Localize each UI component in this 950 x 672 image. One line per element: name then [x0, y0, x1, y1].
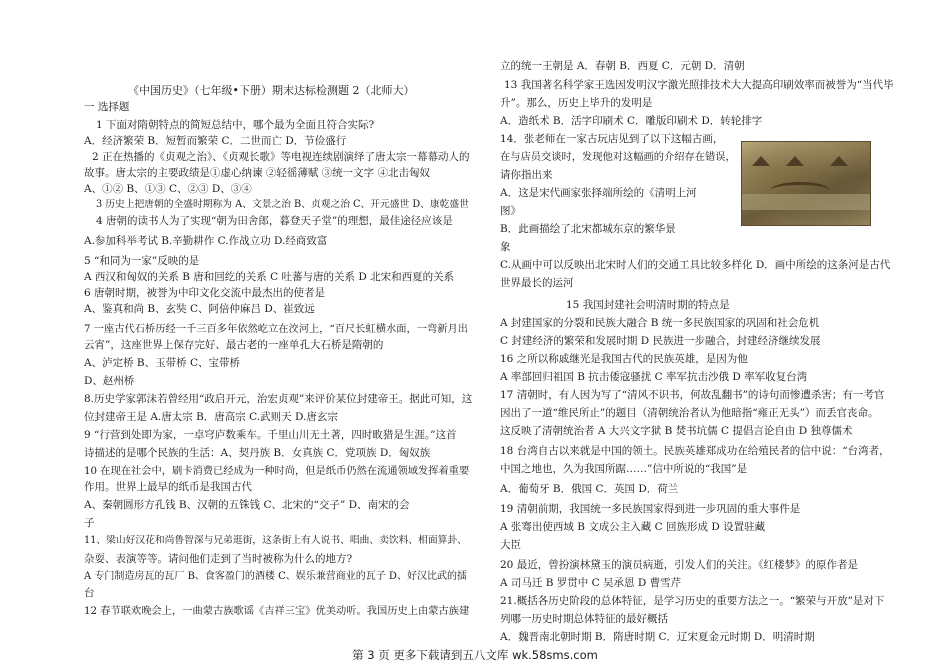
text-line: A．造纸术 B．活字印刷术 C．雕版印刷术 D．转轮排字	[500, 115, 763, 127]
text-line: 在与店员交谈时，发现他对这幅画的介绍存在错误，	[500, 151, 736, 163]
text-line: D、赵州桥	[84, 375, 135, 387]
text-line: A 张骞出使西域 B 文成公主入藏 C 回族形成 D 设置驻藏	[500, 521, 766, 533]
text-line: 升”。那么，历史上毕升的发明是	[500, 97, 653, 109]
text-line: 云宵”，这座世界上保存完好、最古老的一座单孔大石桥是隋朝的	[84, 339, 384, 351]
text-line: A、鉴真和尚 B、玄奘 C、阿倍仲麻吕 D、崔致远	[84, 303, 315, 315]
text-line: 2 正在热播的《贞观之治》、《贞观长歌》等电视连续剧演绎了唐太宗一幕幕动人的	[92, 151, 470, 163]
text-line: 13 我国著名科学家王选因发明汉字激光照排技术大大提高印刷效率而被誉为“当代毕	[504, 79, 894, 91]
text-line: 10 在现在社会中，刷卡消费已经成为一种时尚，但是纸币仍然在流通领域发挥着重要	[84, 465, 470, 477]
text-line: 4 唐朝的读书人为了实现“朝为田舍郎，暮登天子堂”的理想，最佳途径应该是	[96, 215, 453, 227]
bridge-shape	[770, 182, 830, 199]
text-line: 中国之地也，久为我国所踞……”信中所说的“我国”是	[500, 463, 748, 475]
roof-shape	[786, 156, 804, 166]
text-line: 这反映了清朝统治者 A 大兴文字狱 B 焚书坑儒 C 提倡言论自由 D 独尊儒术	[500, 425, 853, 437]
text-line: 象	[500, 241, 511, 253]
text-line: 8.历史学家郭沫若曾经用“政启开元，治宏贞观”来评价某位封建帝王。据此可知，这	[84, 393, 473, 405]
text-line: 世界最长的运河	[500, 277, 574, 289]
text-line: A、①② B、①③ C、②③ D、③④	[84, 183, 252, 195]
text-line: 7 一座古代石桥历经一千三百多年依然屹立在洨河上，“百尺长虹横水面，一弯新月出	[84, 323, 469, 335]
text-line: 大臣	[500, 539, 521, 551]
text-line: 作用。世界上最早的纸币是我国古代	[84, 481, 252, 493]
text-line: A．经济繁荣 B．短暂而繁荣 C．二世而亡 D．节俭盛行	[84, 135, 347, 147]
text-line: A、秦朝圆形方孔钱 B、汉朝的五铢钱 C、北宋的“交子” D、南宋的会	[84, 499, 410, 511]
text-line: A.参加科举考试 B.辛勤耕作 C.作战立功 D.经商致富	[84, 235, 328, 247]
text-line: 11、梁山好汉花和尚鲁智深与兄弟逛街，这条街上有人说书、唱曲、卖饮料、相面算卦、	[84, 535, 467, 546]
text-line: 位封建帝王是 A.唐太宗 B．唐高宗 C.武则天 D.唐玄宗	[84, 411, 338, 423]
text-line: 杂耍、表演等等。请问他们走到了当时被称为什么的地方?	[84, 553, 353, 565]
qingming-painting-image	[741, 141, 871, 226]
text-line: 1 下面对隋朝特点的简短总结中，哪个最为全面且符合实际?	[96, 119, 375, 131]
roof-shape	[830, 156, 848, 166]
text-line: 5 “和同为一家”反映的是	[84, 255, 200, 267]
text-line: 21.概括各历史阶段的总体特征，是学习历史的重要方法之一。“繁荣与开放”是对下	[500, 595, 885, 607]
text-line: 18 台湾自古以来就是中国的领土。民族英雄郑成功在给殖民者的信中说：“台湾者，	[500, 445, 890, 457]
text-line: A 西汉和匈奴的关系 B 唐和回纥的关系 C 吐蕃与唐的关系 D 北宋和西夏的关系	[84, 271, 455, 283]
text-line: 图》	[500, 205, 521, 217]
text-line: A 封建国家的分裂和民族大融合 B 统一多民族国家的巩固和社会危机	[500, 317, 820, 329]
text-line: 列哪一历史时期总体特征的最好概括	[500, 613, 668, 625]
text-line: 9 “行营到处即为家，一卓穹庐数乘车。千里山川无土著，四时畋猎是生涯。”这首	[84, 429, 457, 441]
text-line: 17 清朝时，有人因为写了“清风不识书，何故乱翻书”的诗句而惨遭杀害；有一考官	[500, 389, 885, 401]
text-line: 因出了一道“维民所止”的题目（清朝统治者认为他暗指“雍正无头”）而丢官丧命。	[500, 407, 879, 419]
text-line: 14．张老师在一家古玩店见到了以下这幅古画，	[500, 133, 724, 145]
text-line: 16 之所以称戚继光是我国古代的民族英雄，是因为他	[500, 353, 748, 365]
text-line: A 司马迁 B 罗贯中 C 吴承恩 D 曹雪芹	[500, 577, 682, 589]
text-line: 诗描述的是哪个民族的生活：A、契丹族 B．女真族 C．党项族 D．匈奴族	[84, 447, 431, 459]
text-line: 故事。唐太宗的主要政绩是①虚心纳谏 ②轻徭薄赋 ③统一文字 ④北击匈奴	[84, 167, 431, 179]
text-line: 15 我国封建社会明清时期的特点是	[566, 299, 730, 311]
text-line: A、泸定桥 B、玉带桥 C、宝带桥	[84, 357, 241, 369]
text-line: A．这是宋代画家张择端所绘的《清明上河	[500, 187, 697, 199]
text-line: 12 春节联欢晚会上，一曲蒙古族歌谣《吉祥三宝》优美动听。我国历史上由蒙古族建	[84, 605, 470, 617]
page-footer: 第 3 页 更多下载请到五八文库 wk.58sms.com	[352, 648, 598, 662]
text-line: 19 清朝前期，我国统一多民族国家得到进一步巩固的重大事件是	[500, 503, 801, 515]
text-line: 请你指出来	[500, 169, 553, 181]
text-line: 一 选择题	[84, 101, 130, 113]
document-title: 《中国历史》（七年级•下册）期末达标检测题 2（北师大）	[128, 84, 415, 97]
text-line: C.从画中可以反映出北宋时人们的交通工具比较多样化 D．画中所绘的这条河是古代	[500, 259, 891, 271]
text-line: B．此画描绘了北宋都城东京的繁华景	[500, 223, 676, 235]
text-line: 立的统一王朝是 A．春朝 B．西夏 C．元朝 D．清朝	[500, 60, 745, 72]
roof-shape	[752, 156, 770, 166]
text-line: A 专门制造房瓦的瓦厂 B、食客盈门的酒楼 C、娱乐兼营商业的瓦子 D、好汉比武的擂	[84, 571, 467, 582]
text-line: A．魏晋南北朝时期 B．隋唐时期 C．辽宋夏金元时期 D．明清时期	[500, 631, 815, 643]
text-line: 6 唐朝时期，被誉为中印文化交流中最杰出的使者是	[84, 287, 326, 299]
text-line: C 封建经济的繁荣和发展时期 D 民族进一步融合，封建经济继续发展	[500, 335, 821, 347]
text-line: 20 最近，曾扮演林黛玉的演员病逝，引发人们的关注。《红楼梦》的原作者是	[500, 559, 858, 571]
text-line: 子	[84, 517, 95, 529]
text-line: A．葡萄牙 B．俄国 C．英国 D．荷兰	[500, 483, 679, 495]
text-line: A 率部回归祖国 B 抗击倭寇骚扰 C 率军抗击沙俄 D 率军收复台湾	[500, 371, 808, 383]
text-line: 3 历史上把唐朝的全盛时期称为 A、文景之治 B、贞观之治 C、开元盛世 D、康乾盛世	[96, 199, 469, 210]
text-line: 台	[84, 587, 95, 599]
